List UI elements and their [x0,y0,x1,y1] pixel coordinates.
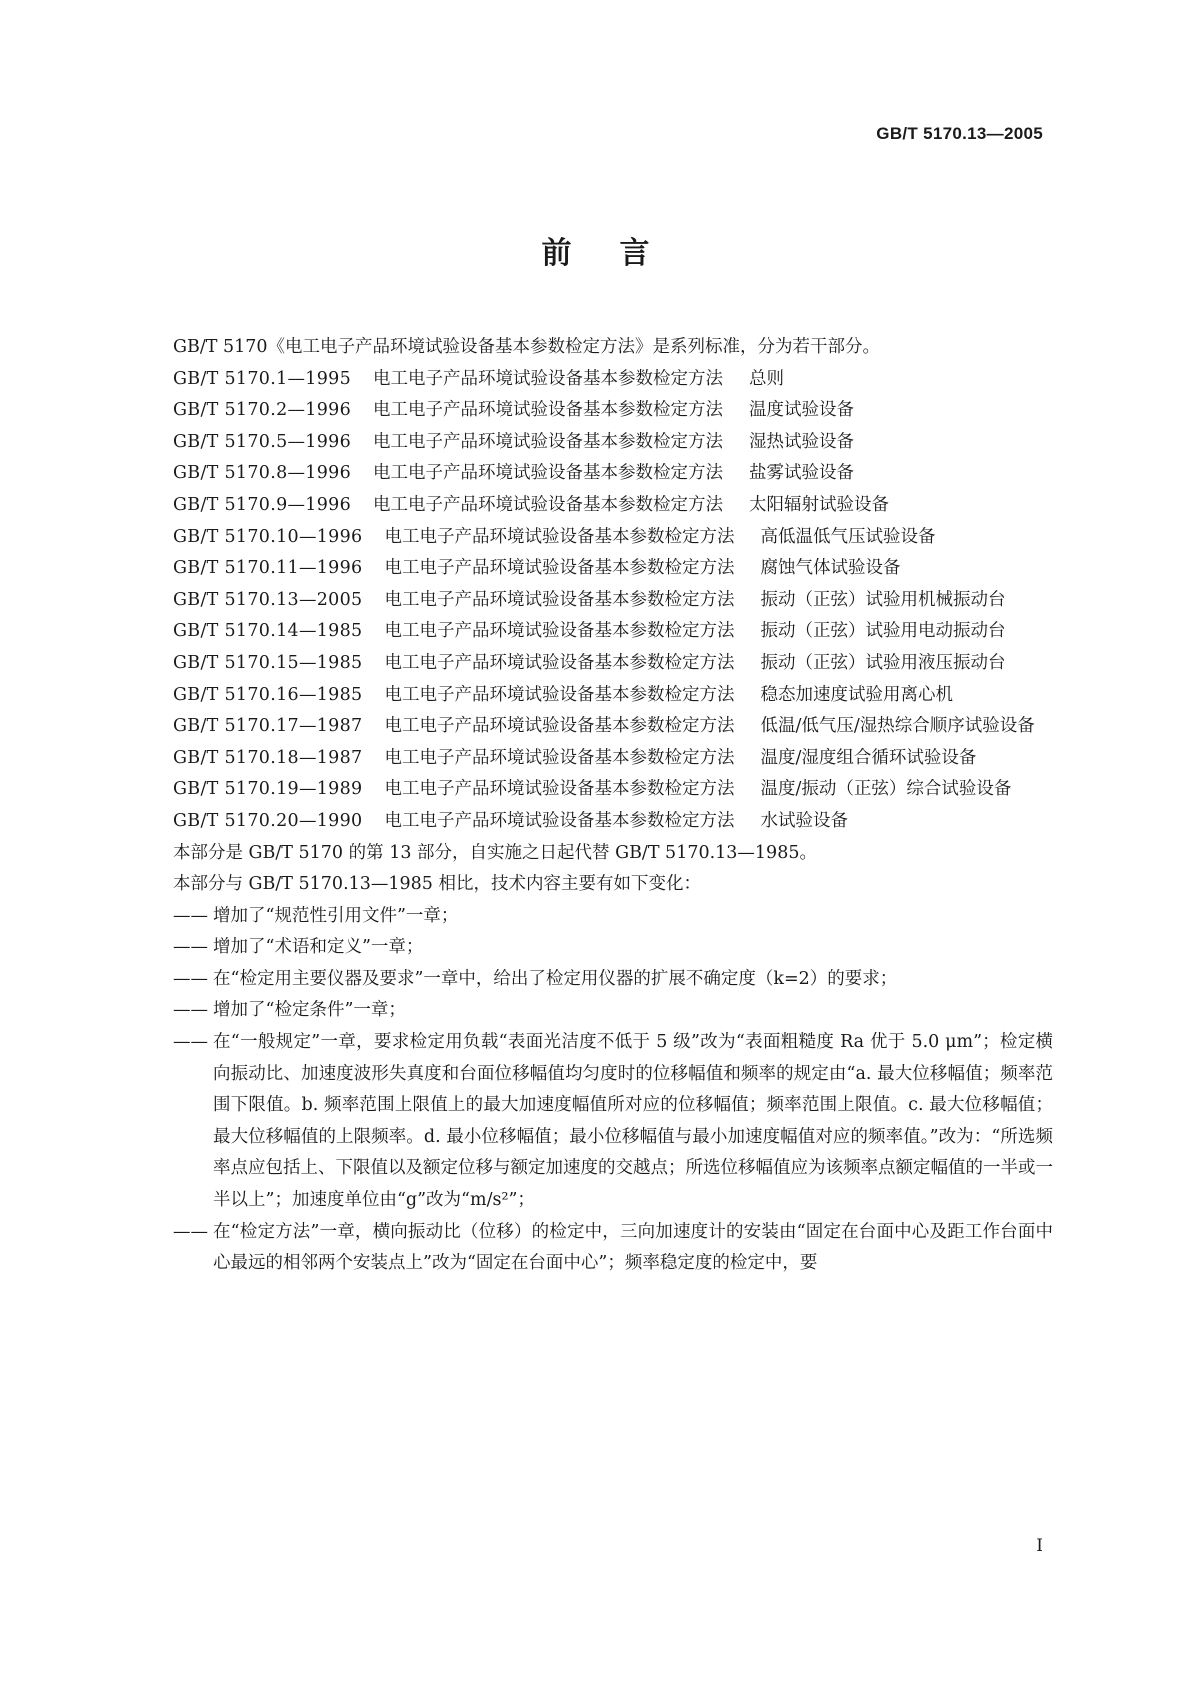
standard-item [133,648,1053,680]
dash-mark: —— [173,905,208,926]
dash-mark: —— [173,1000,208,1021]
changes-list [133,901,1053,1280]
standard-part-title: 温度试验设备 [749,400,855,421]
standard-item [133,458,1053,490]
series-name: 电工电子产品环境试验设备基本参数检定方法 [373,463,724,484]
series-name: 电工电子产品环境试验设备基本参数检定方法 [384,621,735,642]
title-char-1: 前 [541,236,572,271]
change-text: 增加了“检定条件”一章； [213,1000,406,1021]
standard-part-title: 太阳辐射试验设备 [749,494,890,515]
standard-item [133,616,1053,648]
standard-code: GB/T 5170.15—1985 [173,652,363,673]
standard-code: GB/T 5170.9—1996 [173,494,352,515]
series-name: 电工电子产品环境试验设备基本参数检定方法 [384,558,735,579]
series-name: 电工电子产品环境试验设备基本参数检定方法 [373,494,724,515]
change-item [133,1217,1053,1280]
standard-part-title: 温度/湿度组合循环试验设备 [760,747,977,768]
standard-item [133,364,1053,396]
series-name: 电工电子产品环境试验设备基本参数检定方法 [384,810,735,831]
change-item [133,932,1053,964]
replace-paragraph: 本部分是 GB/T 5170 的第 13 部分，自实施之日起代替 GB/T 5170.13—1985。 [173,842,817,863]
page-title [0,228,1191,272]
change-item [133,1027,1053,1217]
standard-code: GB/T 5170.5—1996 [173,431,352,452]
standard-item [133,522,1053,554]
change-text: 在“一般规定”一章，要求检定用负载“表面光洁度不低于 5 级”改为“表面粗糙度 Ra 优于 5.0 μm”；检定横向振动比、加速度波形失真度和台面位移幅值均匀度时的位移幅值和频率的规定由“a. 最大位移幅值；频率范围下限值。b. 频率范围上限值上的最大加速度幅值所对应的位移幅值；频率范围上限值。c. 最大位移幅值；最大位移幅值的上限频率。d. 最小位移幅值；最小位移幅值与最小加速度幅值对应的频率值。”改为：“所选频率点应包括上、下限值以及额定位移与额定加速度的交越点；所选位移幅值应为该频率点额定幅值的一半或一半以上”；加速度单位由“g”改为“m/s²”； [213,1032,1053,1211]
standard-code: GB/T 5170.2—1996 [173,400,352,421]
standard-item [133,553,1053,585]
standard-item [133,490,1053,522]
dash-mark: —— [173,1221,208,1242]
series-name: 电工电子产品环境试验设备基本参数检定方法 [373,400,724,421]
series-name: 电工电子产品环境试验设备基本参数检定方法 [384,747,735,768]
change-text: 在“检定用主要仪器及要求”一章中，给出了检定用仪器的扩展不确定度（k=2）的要求； [213,968,898,989]
standard-part-title: 振动（正弦）试验用液压振动台 [760,652,1006,673]
standard-item [133,774,1053,806]
changes-intro-paragraph: 本部分与 GB/T 5170.13—1985 相比，技术内容主要有如下变化： [173,874,701,895]
standard-item [133,395,1053,427]
standard-code: GB/T 5170.8—1996 [173,463,352,484]
intro-paragraph: GB/T 5170《电工电子产品环境试验设备基本参数检定方法》是系列标准，分为若干部分。 [173,337,881,357]
standard-part-title: 温度/振动（正弦）综合试验设备 [760,779,1012,800]
standard-code: GB/T 5170.20—1990 [173,810,363,831]
standards-list [133,364,1053,838]
change-item [133,964,1053,996]
standard-part-title: 低温/低气压/湿热综合顺序试验设备 [760,716,1035,737]
standard-item [133,680,1053,712]
dash-mark: —— [173,937,208,958]
standard-code: GB/T 5170.1—1995 [173,368,352,389]
standard-part-title: 稳态加速度试验用离心机 [760,684,953,705]
standard-part-title: 总则 [749,368,785,389]
standard-code: GB/T 5170.13—2005 [173,589,363,610]
series-name: 电工电子产品环境试验设备基本参数检定方法 [373,431,724,452]
series-name: 电工电子产品环境试验设备基本参数检定方法 [384,652,735,673]
standard-item [133,743,1053,775]
standard-code: GB/T 5170.14—1985 [173,621,363,642]
standard-item [133,806,1053,838]
change-text: 增加了“规范性引用文件”一章； [213,905,459,926]
standard-part-title: 水试验设备 [760,810,848,831]
standard-code: GB/T 5170.17—1987 [173,716,363,737]
series-name: 电工电子产品环境试验设备基本参数检定方法 [373,368,724,389]
foreword-body [133,332,1053,1280]
standard-part-title: 盐雾试验设备 [749,463,855,484]
page-number: I [1036,1536,1043,1556]
title-char-2: 言 [619,236,650,271]
change-item [133,995,1053,1027]
standard-code: GB/T 5170.19—1989 [173,779,363,800]
standard-code: GB/T 5170.10—1996 [173,526,363,547]
change-text: 增加了“术语和定义”一章； [213,937,424,958]
dash-mark: —— [173,1032,208,1053]
standard-item [133,711,1053,743]
standard-code: GB/T 5170.11—1996 [173,558,363,579]
standard-code-header: GB/T 5170.13—2005 [876,124,1043,143]
change-text: 在“检定方法”一章，横向振动比（位移）的检定中，三向加速度计的安装由“固定在台面中心及距工作台面中心最远的相邻两个安装点上”改为“固定在台面中心”；频率稳定度的检定中，要 [213,1221,1053,1274]
standard-part-title: 振动（正弦）试验用电动振动台 [760,621,1006,642]
series-name: 电工电子产品环境试验设备基本参数检定方法 [384,779,735,800]
series-name: 电工电子产品环境试验设备基本参数检定方法 [384,589,735,610]
series-name: 电工电子产品环境试验设备基本参数检定方法 [384,684,735,705]
standard-code: GB/T 5170.18—1987 [173,747,363,768]
series-name: 电工电子产品环境试验设备基本参数检定方法 [384,526,735,547]
standard-part-title: 腐蚀气体试验设备 [760,558,901,579]
series-name: 电工电子产品环境试验设备基本参数检定方法 [384,716,735,737]
standard-item [133,427,1053,459]
dash-mark: —— [173,968,208,989]
standard-part-title: 振动（正弦）试验用机械振动台 [760,589,1006,610]
standard-item [133,585,1053,617]
standard-part-title: 湿热试验设备 [749,431,855,452]
change-item [133,901,1053,933]
standard-code: GB/T 5170.16—1985 [173,684,363,705]
standard-part-title: 高低温低气压试验设备 [760,526,936,547]
